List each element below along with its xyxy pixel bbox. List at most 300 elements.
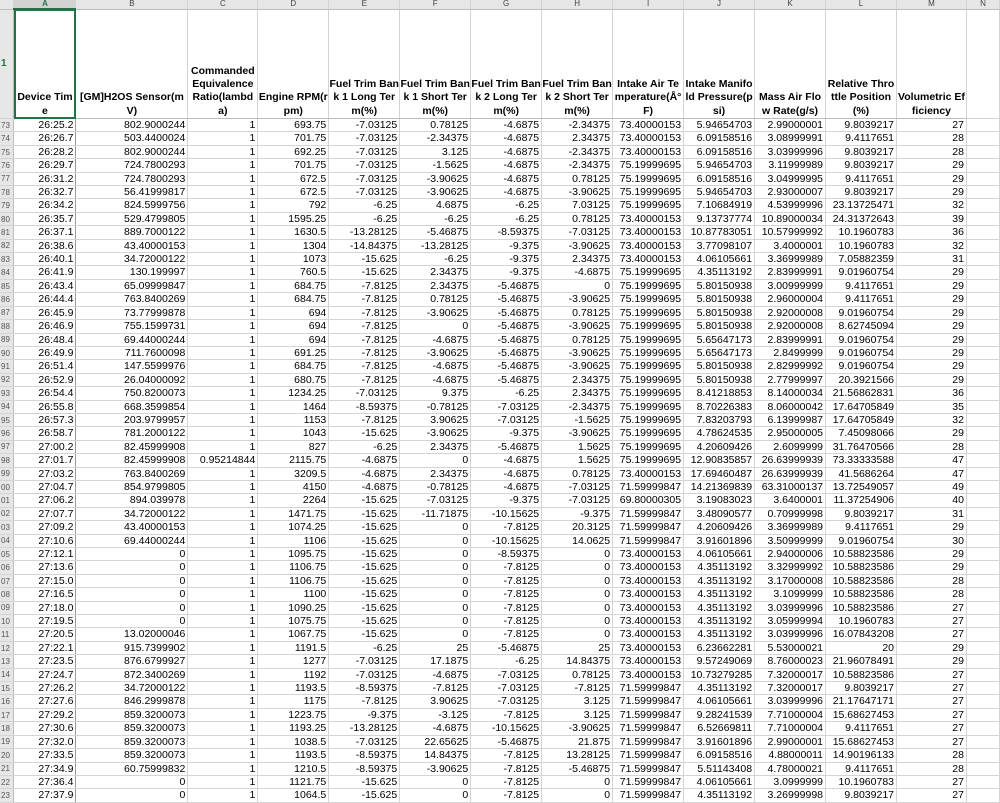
table-cell[interactable]: -8.59375 [329, 749, 400, 762]
table-cell[interactable]: -4.6875 [471, 480, 542, 493]
table-cell[interactable]: -3.125 [400, 708, 471, 721]
table-cell[interactable]: 25 [542, 641, 613, 654]
table-cell[interactable]: 7.71000004 [755, 722, 826, 735]
table-cell[interactable]: 750.8200073 [76, 387, 188, 400]
table-cell[interactable]: 1106.75 [258, 561, 329, 574]
table-cell[interactable]: 9.4117651 [826, 762, 897, 775]
table-cell[interactable]: 27:27.6 [14, 695, 76, 708]
table-cell[interactable]: -7.8125 [471, 601, 542, 614]
table-cell[interactable]: 69.44000244 [76, 534, 188, 547]
table-cell[interactable]: 43.40000153 [76, 239, 188, 252]
table-cell[interactable]: 26:29.7 [14, 159, 76, 172]
table-cell[interactable]: 71.59999847 [613, 682, 684, 695]
table-cell[interactable]: 9.4117651 [826, 132, 897, 145]
table-cell[interactable]: -15.625 [329, 548, 400, 561]
row-header[interactable]: 16 [0, 695, 14, 708]
row-header[interactable]: 88 [0, 320, 14, 333]
table-cell[interactable]: -15.625 [329, 789, 400, 802]
table-cell[interactable]: 1 [188, 119, 258, 132]
empty-cell[interactable] [966, 682, 999, 695]
table-cell[interactable]: -15.625 [329, 266, 400, 279]
table-cell[interactable]: -2.34375 [542, 145, 613, 158]
field-header-cell[interactable]: Fuel Trim Bank 1 Short Term(%) [400, 9, 471, 119]
table-cell[interactable]: 73.40000153 [613, 588, 684, 601]
table-cell[interactable]: -15.625 [329, 561, 400, 574]
table-cell[interactable]: -8.59375 [329, 682, 400, 695]
table-cell[interactable]: 26:52.9 [14, 373, 76, 386]
table-cell[interactable]: 21.56862831 [826, 387, 897, 400]
field-header-cell[interactable]: Relative Throttle Position(%) [826, 9, 897, 119]
table-cell[interactable]: 29 [897, 561, 967, 574]
table-cell[interactable]: -3.90625 [542, 320, 613, 333]
table-cell[interactable]: -9.375 [471, 239, 542, 252]
table-cell[interactable]: -7.03125 [329, 655, 400, 668]
table-cell[interactable]: 75.19999695 [613, 186, 684, 199]
empty-cell[interactable] [966, 668, 999, 681]
table-cell[interactable]: -7.8125 [329, 333, 400, 346]
table-cell[interactable]: -5.46875 [471, 641, 542, 654]
empty-cell[interactable] [966, 695, 999, 708]
table-cell[interactable]: 854.9799805 [76, 480, 188, 493]
table-cell[interactable]: 26:46.9 [14, 320, 76, 333]
table-cell[interactable]: 4.06105661 [684, 253, 755, 266]
table-cell[interactable]: 24.31372643 [826, 212, 897, 225]
table-cell[interactable]: 0 [400, 601, 471, 614]
empty-cell[interactable] [966, 735, 999, 748]
table-cell[interactable]: 31.76470566 [826, 440, 897, 453]
table-cell[interactable]: -7.03125 [471, 682, 542, 695]
empty-cell[interactable] [966, 722, 999, 735]
table-cell[interactable]: 29 [897, 521, 967, 534]
empty-cell[interactable] [966, 534, 999, 547]
table-cell[interactable]: 27 [897, 695, 967, 708]
table-cell[interactable]: -3.90625 [400, 427, 471, 440]
empty-cell[interactable] [966, 199, 999, 212]
table-cell[interactable]: 5.94654703 [684, 159, 755, 172]
table-cell[interactable]: 4.35113192 [684, 266, 755, 279]
table-cell[interactable]: -9.375 [471, 494, 542, 507]
table-cell[interactable]: 1 [188, 749, 258, 762]
table-cell[interactable]: 27:10.6 [14, 534, 76, 547]
table-cell[interactable]: -7.03125 [329, 119, 400, 132]
table-cell[interactable]: 2.34375 [400, 467, 471, 480]
table-cell[interactable]: 32 [897, 413, 967, 426]
table-cell[interactable]: 0 [542, 279, 613, 292]
table-cell[interactable]: 10.1960783 [826, 239, 897, 252]
table-cell[interactable]: 0 [400, 789, 471, 802]
table-cell[interactable]: 3.03999996 [755, 695, 826, 708]
table-cell[interactable]: 3.50999999 [755, 534, 826, 547]
table-cell[interactable]: 23.13725471 [826, 199, 897, 212]
table-cell[interactable]: 0 [76, 601, 188, 614]
table-cell[interactable]: 4.35113192 [684, 588, 755, 601]
empty-cell[interactable] [966, 172, 999, 185]
table-cell[interactable]: 71.59999847 [613, 735, 684, 748]
table-cell[interactable]: 10.73279285 [684, 668, 755, 681]
table-cell[interactable]: 73.40000153 [613, 655, 684, 668]
table-cell[interactable]: -7.03125 [329, 159, 400, 172]
table-cell[interactable]: 672.5 [258, 186, 329, 199]
empty-cell[interactable] [966, 601, 999, 614]
table-cell[interactable]: 27:22.1 [14, 641, 76, 654]
table-cell[interactable]: 4.35113192 [684, 789, 755, 802]
empty-cell[interactable] [966, 159, 999, 172]
table-cell[interactable]: 27:26.2 [14, 682, 76, 695]
table-cell[interactable]: 1 [188, 145, 258, 158]
table-cell[interactable]: 5.80150938 [684, 320, 755, 333]
table-cell[interactable]: 1 [188, 413, 258, 426]
table-cell[interactable]: 8.14000034 [755, 387, 826, 400]
empty-cell[interactable] [966, 226, 999, 239]
table-cell[interactable]: 75.19999695 [613, 306, 684, 319]
table-cell[interactable]: -3.90625 [542, 346, 613, 359]
table-cell[interactable]: -7.8125 [471, 615, 542, 628]
table-cell[interactable]: 26.63999939 [755, 454, 826, 467]
table-cell[interactable]: 3.11999989 [755, 159, 826, 172]
row-header[interactable]: 17 [0, 708, 14, 721]
row-header[interactable]: 01 [0, 494, 14, 507]
table-cell[interactable]: 29 [897, 655, 967, 668]
table-cell[interactable]: 0 [76, 775, 188, 788]
empty-cell[interactable] [966, 119, 999, 132]
table-cell[interactable]: -1.5625 [400, 159, 471, 172]
table-cell[interactable]: 1223.75 [258, 708, 329, 721]
table-cell[interactable]: 14.84375 [400, 749, 471, 762]
table-cell[interactable]: -5.46875 [471, 346, 542, 359]
table-cell[interactable]: -7.03125 [400, 494, 471, 507]
table-cell[interactable]: -7.03125 [329, 387, 400, 400]
table-cell[interactable]: 36 [897, 387, 967, 400]
table-cell[interactable]: 3.4000001 [755, 239, 826, 252]
table-cell[interactable]: 529.4799805 [76, 212, 188, 225]
table-cell[interactable]: 10.58823586 [826, 668, 897, 681]
table-cell[interactable]: 0 [542, 628, 613, 641]
table-cell[interactable]: 0.78125 [400, 119, 471, 132]
row-header[interactable]: 03 [0, 521, 14, 534]
table-cell[interactable]: -4.6875 [471, 145, 542, 158]
table-cell[interactable]: 3.0999999 [755, 775, 826, 788]
table-cell[interactable]: 71.59999847 [613, 708, 684, 721]
table-cell[interactable]: 27 [897, 119, 967, 132]
table-cell[interactable]: 859.3200073 [76, 708, 188, 721]
table-cell[interactable]: 27 [897, 601, 967, 614]
table-cell[interactable]: 1043 [258, 427, 329, 440]
table-cell[interactable]: 6.09158516 [684, 749, 755, 762]
table-cell[interactable]: 82.45999908 [76, 440, 188, 453]
table-cell[interactable]: -8.59375 [329, 400, 400, 413]
table-cell[interactable]: 2.8499999 [755, 346, 826, 359]
row-header[interactable]: 86 [0, 293, 14, 306]
table-cell[interactable]: -8.59375 [471, 226, 542, 239]
table-cell[interactable]: 31 [897, 507, 967, 520]
table-cell[interactable]: 26:41.9 [14, 266, 76, 279]
table-cell[interactable]: 4.06105661 [684, 548, 755, 561]
table-cell[interactable]: 0 [76, 789, 188, 802]
table-cell[interactable]: 26:48.4 [14, 333, 76, 346]
table-cell[interactable]: 2.34375 [400, 279, 471, 292]
row-header[interactable]: 91 [0, 360, 14, 373]
table-cell[interactable]: 29 [897, 293, 967, 306]
table-cell[interactable]: 34.72000122 [76, 253, 188, 266]
table-cell[interactable]: 2.96000004 [755, 293, 826, 306]
table-cell[interactable]: 701.75 [258, 132, 329, 145]
table-cell[interactable]: 26:34.2 [14, 199, 76, 212]
table-cell[interactable]: 1106.75 [258, 574, 329, 587]
table-cell[interactable]: 1 [188, 373, 258, 386]
table-cell[interactable]: -8.59375 [471, 548, 542, 561]
row-header[interactable]: 74 [0, 132, 14, 145]
row-header[interactable]: 19 [0, 735, 14, 748]
table-cell[interactable]: 2.34375 [542, 387, 613, 400]
table-cell[interactable]: 694 [258, 320, 329, 333]
table-cell[interactable]: 36 [897, 226, 967, 239]
table-cell[interactable]: 876.6799927 [76, 655, 188, 668]
table-cell[interactable]: 0 [542, 789, 613, 802]
table-cell[interactable]: 9.8039217 [826, 682, 897, 695]
table-cell[interactable]: 27:23.5 [14, 655, 76, 668]
table-cell[interactable]: -5.46875 [471, 440, 542, 453]
table-cell[interactable]: -13.28125 [329, 722, 400, 735]
table-cell[interactable]: 1 [188, 480, 258, 493]
table-cell[interactable]: 1 [188, 735, 258, 748]
table-cell[interactable]: 75.19999695 [613, 320, 684, 333]
table-cell[interactable]: 2.34375 [542, 253, 613, 266]
table-cell[interactable]: 0.78125 [542, 668, 613, 681]
table-cell[interactable]: -4.6875 [542, 266, 613, 279]
table-cell[interactable]: 21.875 [542, 735, 613, 748]
table-cell[interactable]: -2.34375 [542, 119, 613, 132]
table-cell[interactable]: -4.6875 [471, 454, 542, 467]
table-cell[interactable]: 4150 [258, 480, 329, 493]
table-cell[interactable]: 34.72000122 [76, 682, 188, 695]
table-cell[interactable]: 1 [188, 655, 258, 668]
empty-cell[interactable] [966, 641, 999, 654]
table-cell[interactable]: 2.93000007 [755, 186, 826, 199]
row-header[interactable]: 99 [0, 467, 14, 480]
table-cell[interactable]: -15.625 [329, 427, 400, 440]
table-cell[interactable]: -4.6875 [471, 186, 542, 199]
table-cell[interactable]: 47 [897, 454, 967, 467]
table-cell[interactable]: 760.5 [258, 266, 329, 279]
table-cell[interactable]: 694 [258, 306, 329, 319]
table-cell[interactable]: 3.48090577 [684, 507, 755, 520]
row-header[interactable]: 12 [0, 641, 14, 654]
table-cell[interactable]: 40 [897, 494, 967, 507]
table-cell[interactable]: -10.15625 [471, 722, 542, 735]
table-cell[interactable]: 27 [897, 615, 967, 628]
table-cell[interactable]: 0 [542, 548, 613, 561]
table-cell[interactable]: 2115.75 [258, 454, 329, 467]
table-cell[interactable]: -3.90625 [542, 722, 613, 735]
table-cell[interactable]: -9.375 [329, 708, 400, 721]
table-cell[interactable]: 3.00999999 [755, 279, 826, 292]
field-header-cell[interactable]: Volumetric Efficiency [897, 9, 967, 119]
table-cell[interactable]: 1210.5 [258, 762, 329, 775]
table-cell[interactable]: 684.75 [258, 279, 329, 292]
table-cell[interactable]: 0 [400, 588, 471, 601]
table-cell[interactable]: -5.46875 [400, 226, 471, 239]
table-cell[interactable]: -15.625 [329, 494, 400, 507]
table-cell[interactable]: 3.04999995 [755, 172, 826, 185]
table-cell[interactable]: 1 [188, 494, 258, 507]
table-cell[interactable]: -7.03125 [471, 413, 542, 426]
table-cell[interactable]: -3.90625 [542, 360, 613, 373]
table-cell[interactable]: 0 [542, 561, 613, 574]
table-cell[interactable]: 9.01960754 [826, 346, 897, 359]
empty-cell[interactable] [966, 588, 999, 601]
table-cell[interactable]: 21.17647171 [826, 695, 897, 708]
column-header-n[interactable]: N [966, 0, 999, 9]
table-cell[interactable]: 27:07.7 [14, 507, 76, 520]
table-cell[interactable]: 3.03999996 [755, 145, 826, 158]
table-cell[interactable]: -10.15625 [471, 507, 542, 520]
table-cell[interactable]: 1234.25 [258, 387, 329, 400]
field-header-cell[interactable]: Engine RPM(rpm) [258, 9, 329, 119]
table-cell[interactable]: 792 [258, 199, 329, 212]
table-cell[interactable]: 1 [188, 682, 258, 695]
table-cell[interactable]: 26:54.4 [14, 387, 76, 400]
table-cell[interactable]: -7.8125 [329, 360, 400, 373]
table-cell[interactable]: 73.40000153 [613, 574, 684, 587]
table-cell[interactable]: 0 [400, 521, 471, 534]
row-header[interactable]: 93 [0, 387, 14, 400]
table-cell[interactable]: 10.58823586 [826, 561, 897, 574]
table-cell[interactable]: 5.80150938 [684, 293, 755, 306]
table-cell[interactable]: -4.6875 [471, 159, 542, 172]
table-cell[interactable]: 694 [258, 333, 329, 346]
table-cell[interactable]: 1095.75 [258, 548, 329, 561]
table-cell[interactable]: -8.59375 [329, 762, 400, 775]
table-cell[interactable]: 1192 [258, 668, 329, 681]
table-cell[interactable]: 71.59999847 [613, 762, 684, 775]
table-cell[interactable]: 0 [76, 588, 188, 601]
row-header[interactable]: 02 [0, 507, 14, 520]
table-cell[interactable]: -4.6875 [329, 454, 400, 467]
table-cell[interactable]: 17.64705849 [826, 400, 897, 413]
table-cell[interactable]: -15.625 [329, 534, 400, 547]
table-cell[interactable]: 41.5686264 [826, 467, 897, 480]
table-cell[interactable]: 1.5625 [542, 440, 613, 453]
table-cell[interactable]: 147.5599976 [76, 360, 188, 373]
table-cell[interactable]: 27:18.0 [14, 601, 76, 614]
table-cell[interactable]: 0 [400, 574, 471, 587]
column-header-i[interactable]: I [613, 0, 684, 9]
empty-cell[interactable] [966, 480, 999, 493]
table-cell[interactable]: 0 [76, 574, 188, 587]
table-cell[interactable]: 75.19999695 [613, 346, 684, 359]
table-cell[interactable]: 29 [897, 548, 967, 561]
row-header[interactable]: 07 [0, 574, 14, 587]
row-header[interactable]: 98 [0, 454, 14, 467]
table-cell[interactable]: 3.03999996 [755, 628, 826, 641]
table-cell[interactable]: 10.1960783 [826, 775, 897, 788]
empty-cell[interactable] [966, 561, 999, 574]
table-cell[interactable]: 75.19999695 [613, 333, 684, 346]
table-cell[interactable]: 26:43.4 [14, 279, 76, 292]
table-cell[interactable]: -7.8125 [471, 762, 542, 775]
table-cell[interactable]: 130.199997 [76, 266, 188, 279]
table-cell[interactable]: 28 [897, 749, 967, 762]
row-header[interactable]: 1 [0, 9, 14, 119]
table-cell[interactable]: 1 [188, 641, 258, 654]
table-cell[interactable]: 3.125 [542, 695, 613, 708]
field-header-cell[interactable]: Device Time [14, 9, 76, 119]
table-cell[interactable]: 6.13999987 [755, 413, 826, 426]
row-header[interactable]: 94 [0, 400, 14, 413]
table-cell[interactable]: 29 [897, 186, 967, 199]
table-cell[interactable]: -7.03125 [471, 695, 542, 708]
table-cell[interactable]: 1304 [258, 239, 329, 252]
table-cell[interactable]: 3.32999992 [755, 561, 826, 574]
column-header-a[interactable]: A [14, 0, 76, 9]
empty-cell[interactable] [966, 548, 999, 561]
table-cell[interactable]: 6.09158516 [684, 132, 755, 145]
field-header-cell[interactable]: [GM]H2OS Sensor(mV) [76, 9, 188, 119]
table-cell[interactable]: 1 [188, 333, 258, 346]
table-cell[interactable]: -5.46875 [471, 293, 542, 306]
table-cell[interactable]: 3.90625 [400, 695, 471, 708]
table-cell[interactable]: 6.23662281 [684, 641, 755, 654]
table-cell[interactable]: 1090.25 [258, 601, 329, 614]
table-cell[interactable]: 2.95000005 [755, 427, 826, 440]
table-cell[interactable]: 1193.5 [258, 682, 329, 695]
table-cell[interactable]: 6.09158516 [684, 145, 755, 158]
column-header-f[interactable]: F [400, 0, 471, 9]
table-cell[interactable]: 4.78624535 [684, 427, 755, 440]
row-header[interactable]: 22 [0, 775, 14, 788]
table-cell[interactable]: -7.8125 [471, 521, 542, 534]
table-cell[interactable]: 668.3599854 [76, 400, 188, 413]
row-header[interactable]: 13 [0, 655, 14, 668]
empty-cell[interactable] [966, 132, 999, 145]
row-header[interactable]: 06 [0, 561, 14, 574]
table-cell[interactable]: 73.40000153 [613, 145, 684, 158]
table-cell[interactable]: 3.03999996 [755, 601, 826, 614]
table-cell[interactable]: 1 [188, 239, 258, 252]
table-cell[interactable]: -4.6875 [471, 132, 542, 145]
table-cell[interactable]: 28 [897, 574, 967, 587]
table-cell[interactable]: -4.6875 [400, 668, 471, 681]
table-cell[interactable]: 4.35113192 [684, 574, 755, 587]
row-header[interactable]: 15 [0, 682, 14, 695]
table-cell[interactable]: 0 [400, 628, 471, 641]
table-cell[interactable]: 1 [188, 266, 258, 279]
table-cell[interactable]: 26:28.2 [14, 145, 76, 158]
table-cell[interactable]: 10.58823586 [826, 548, 897, 561]
table-cell[interactable]: -7.03125 [329, 132, 400, 145]
table-cell[interactable]: 1 [188, 293, 258, 306]
table-cell[interactable]: 9.8039217 [826, 119, 897, 132]
table-cell[interactable]: 7.32000017 [755, 668, 826, 681]
table-cell[interactable]: -13.28125 [329, 226, 400, 239]
table-cell[interactable]: -7.8125 [329, 373, 400, 386]
table-cell[interactable]: 2.34375 [542, 132, 613, 145]
table-cell[interactable]: 28 [897, 145, 967, 158]
table-cell[interactable]: 1 [188, 172, 258, 185]
table-cell[interactable]: -5.46875 [542, 762, 613, 775]
table-cell[interactable]: 8.41218853 [684, 387, 755, 400]
table-cell[interactable]: 1630.5 [258, 226, 329, 239]
column-header-k[interactable]: K [755, 0, 826, 9]
table-cell[interactable]: 6.52669811 [684, 722, 755, 735]
table-cell[interactable]: 3.77098107 [684, 239, 755, 252]
table-cell[interactable]: 1277 [258, 655, 329, 668]
table-cell[interactable]: 75.19999695 [613, 440, 684, 453]
table-cell[interactable]: 5.65647173 [684, 333, 755, 346]
table-cell[interactable]: 0 [400, 320, 471, 333]
table-cell[interactable]: 5.80150938 [684, 306, 755, 319]
table-cell[interactable]: 27 [897, 789, 967, 802]
